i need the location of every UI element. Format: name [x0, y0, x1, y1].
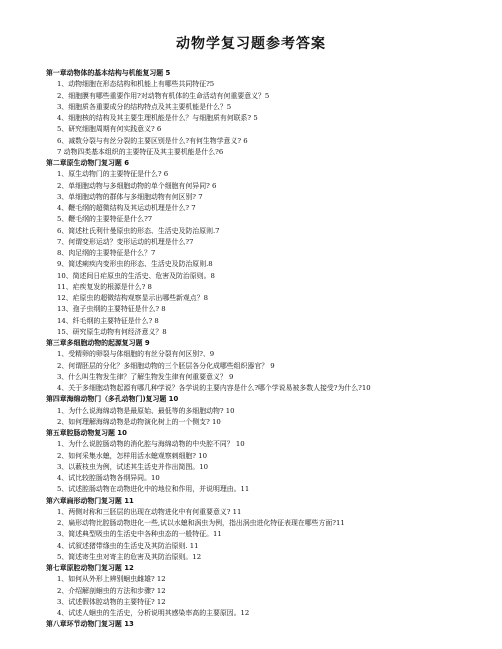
- question-item: 3、细胞质各重要成分的结构特点及其主要机能是什么？5: [57, 102, 232, 111]
- question-item: 14、纤毛纲的主要特征是什么? 8: [57, 316, 159, 325]
- chapter-heading: 第六章扁形动物门复习题 11: [46, 496, 134, 505]
- question-item: 13、孢子虫纲的主要特征是什么? 8: [57, 305, 166, 314]
- table-of-contents: [46, 68, 492, 631]
- question-item: 6、简述杜氏利什曼原虫的形态、生活史及防治原则.7: [57, 226, 220, 235]
- question-item: 3、简述典型吸虫的生活史中各种虫态的一般特征。11: [57, 530, 222, 539]
- document-title: 动物学复习题参考答案: [176, 36, 326, 52]
- question-item: 2、介绍解剖蛔虫的方法和步骤? 12: [57, 586, 166, 595]
- question-item: 2、如何采集水螅，怎样用活水螅观察刺细胞? 10: [57, 451, 207, 460]
- chapter-heading: 第八章环节动物门复习题 13: [46, 620, 134, 629]
- question-item: 4、鞭毛纲的超微结构及其运动机理是什么? 7: [57, 204, 196, 212]
- question-item: 2、何谓胚层的分化？多细胞动物的三个胚层各分化成哪些组织器官？ 9: [57, 361, 275, 370]
- question-item: 12、疟原虫的超微结构观察显示出哪些新观点？8: [57, 294, 208, 302]
- question-item: 3、单细胞动物的群体与多细胞动物有何区别? 7: [57, 192, 203, 201]
- question-item: 1、动物细胞在形态结构和机能上有哪些共同特征?5: [57, 80, 215, 89]
- question-item: 9、简述痢疾内变形虫的形态、生活史及防治原则.8: [57, 260, 213, 269]
- question-item: 1、原生动物门的主要特征是什么? 6: [57, 170, 169, 179]
- question-item: 3、以薮枝虫为例，试述其生活史并作出简图。10: [57, 462, 208, 471]
- chapter-heading: 第四章海绵动物门（多孔动物门)复习题 10: [46, 395, 179, 404]
- question-item: 2、细胞膜有哪些重要作用?对动物有机体的生命活动有何重要意义？5: [57, 91, 270, 100]
- question-item: 3、什么叫生物发生律？了解生物发生律有何重要意义？ 9: [57, 372, 234, 381]
- question-item: 7 动物四类基本组织的主要特征及其主要机能是什么?6: [57, 147, 224, 156]
- question-item: 5、试述腔肠动物在动物进化中的地位和作用，并说明理由。11: [57, 485, 250, 494]
- question-item: 4、细胞核的结构及其主要生理机能是什么？与细胞质有何联系? 5: [57, 114, 258, 122]
- question-item: 5、研究细胞周期有何实践意义? 6: [57, 125, 162, 134]
- question-item: 2、扁形动物比腔肠动物进化一些,试以水螅和涡虫为例，指出涡虫进化特征表现在哪些方面?11: [57, 519, 345, 527]
- question-item: 3、试述假体腔动物的主要特征? 12: [57, 597, 166, 606]
- chapter-heading: 第二章原生动物门复习题 6: [46, 159, 129, 167]
- chapter-heading: 第一章动物体的基本结构与机能复习题 5: [46, 69, 171, 77]
- question-item: 6、减数分裂与有丝分裂的主要区别是什么?有何生物学意义? 6: [57, 136, 248, 145]
- question-item: 5、鞭毛纲的主要特征是什么?7: [57, 215, 153, 224]
- chapter-heading: 第七章原腔动物门复习题 12: [46, 564, 134, 572]
- question-item: 1、两侧对称和三胚层的出现在动物进化中有何重要意义? 11: [57, 507, 242, 516]
- question-item: 7、何谓变形运动？变形运动的机理是什么?7: [57, 237, 194, 246]
- question-item: 8、肉足纲的主要特征是什么？7: [57, 249, 156, 257]
- question-item: 1、为什么说海绵动物是最原始、最低等的多细胞动物? 10: [57, 406, 235, 415]
- question-item: 4、关于多细胞动物起源有哪几种学说？各学说的主要内容是什么?哪个学说易被多数人接受?为什么?10: [57, 384, 371, 392]
- question-item: 1、受精卵的卵裂与体细胞的有丝分裂有何区别?、9: [57, 350, 215, 359]
- question-item: 2、如何理解海绵动物是动物演化树上的一个侧支? 10: [57, 417, 221, 426]
- question-item: 1、如何从外形上辨别蛔虫雌雄? 12: [57, 575, 166, 584]
- chapter-heading: 第三章多细胞动物的起源复习题 9: [46, 339, 150, 347]
- question-item: 5、简述寄生虫对寄主的危害及其防治原则。12: [57, 552, 202, 561]
- question-item: 4、试叙述猪带绦虫的生活史及其防治原则. 11: [57, 541, 199, 550]
- question-item: 2、单细胞动物与多细胞动物的单个细胞有何异同? 6: [57, 181, 217, 190]
- question-item: 15、研究原生动物有何经济意义？8: [57, 327, 167, 336]
- chapter-heading: 第五章腔肠动物复习题 10: [46, 429, 127, 437]
- question-item: 1、为什么说腔肠动物的消化腔与海绵动物的中央腔不同？ 10: [57, 440, 245, 449]
- question-item: 10、简述间日疟原虫的生活史、危害及防治原则。8: [57, 271, 215, 280]
- question-item: 11、疟疾复发的根源是什么? 8: [57, 282, 152, 291]
- question-item: 4、试述人蛔虫的生活史，分析说明其感染率高的主要原因。12: [57, 609, 250, 617]
- question-item: 4、试比较腔肠动物各纲异同。10: [57, 474, 160, 482]
